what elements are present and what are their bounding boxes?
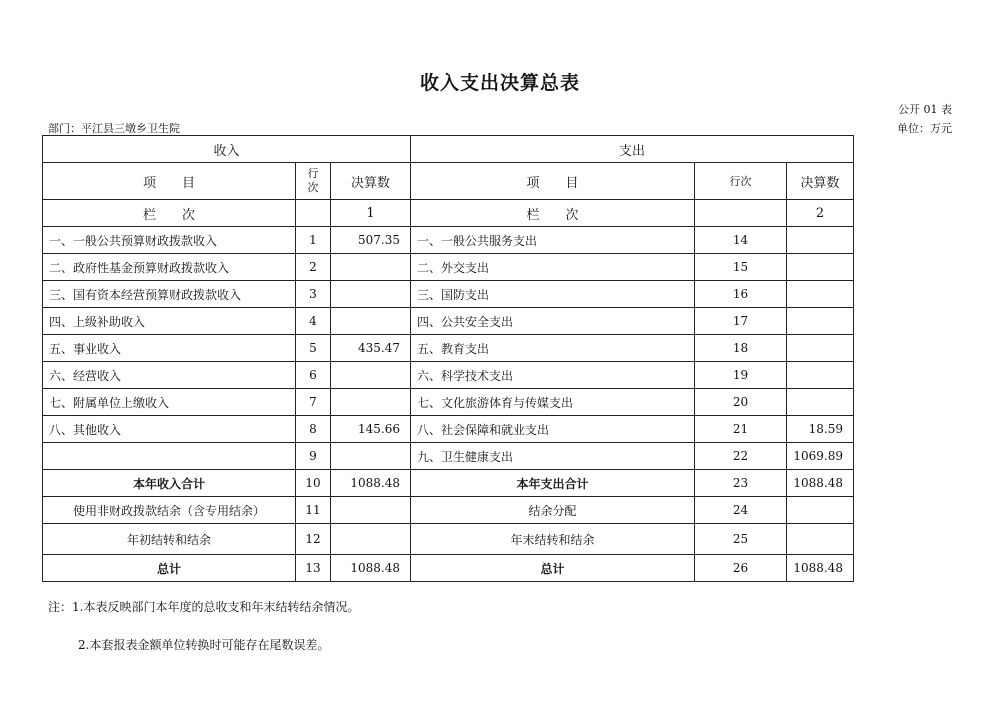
carryover-row [43,524,854,555]
expense-line: 20 [695,389,787,416]
expense-column-label: 栏 次 [411,200,695,227]
expense-line-header: 行次 [695,163,787,200]
income-item: 八、其他收入 [43,416,296,443]
income-item [43,443,296,470]
income-line-header: 行 次 [296,163,331,200]
income-line: 6 [296,362,331,389]
expense-header: 支出 [411,136,854,163]
income-item: 五、事业收入 [43,335,296,362]
income-item: 七、附属单位上缴收入 [43,389,296,416]
distribution-amount [787,497,854,524]
expense-item: 九、卫生健康支出 [411,443,695,470]
department-label: 部门：平江县三墩乡卫生院 [48,122,180,135]
distribution-label: 结余分配 [411,497,695,524]
expense-line: 18 [695,335,787,362]
expense-item: 八、社会保障和就业支出 [411,416,695,443]
table-row [43,281,854,308]
table-row [43,254,854,281]
table-row [43,335,854,362]
income-amount-header: 决算数 [331,163,411,200]
expense-amount [787,362,854,389]
expense-line: 22 [695,443,787,470]
expense-amount [787,308,854,335]
nonfiscal-amount [331,497,411,524]
income-column-line-blank [296,200,331,227]
income-line: 3 [296,281,331,308]
table-header-row-1 [43,136,854,163]
table-row [43,443,854,470]
form-number: 公开 01 表 [898,103,952,116]
income-amount [331,443,411,470]
income-amount [331,281,411,308]
unit-label: 单位：万元 [897,122,952,135]
expense-item: 三、国防支出 [411,281,695,308]
notes [48,598,359,654]
income-line: 5 [296,335,331,362]
expense-line: 17 [695,308,787,335]
expense-item: 七、文化旅游体育与传媒支出 [411,389,695,416]
income-amount [331,362,411,389]
expense-line: 21 [695,416,787,443]
table-row [43,416,854,443]
income-line: 7 [296,389,331,416]
expense-item: 五、教育支出 [411,335,695,362]
expense-item: 二、外交支出 [411,254,695,281]
income-line: 8 [296,416,331,443]
table-row [43,389,854,416]
income-line: 9 [296,443,331,470]
income-amount [331,254,411,281]
expense-item-header: 项 目 [411,163,695,200]
income-grand-total-label: 总计 [43,555,296,582]
income-item: 四、上级补助收入 [43,308,296,335]
end-carryover-line: 25 [695,524,787,555]
year-income-total-line: 10 [296,470,331,497]
column-number-row [43,200,854,227]
table-row [43,227,854,254]
report-title: 收入支出决算总表 [419,72,580,94]
distribution-line: 24 [695,497,787,524]
end-carryover-label: 年末结转和结余 [411,524,695,555]
income-item: 二、政府性基金预算财政拨款收入 [43,254,296,281]
begin-carryover-amount [331,524,411,555]
expense-line: 19 [695,362,787,389]
income-expense-table [42,135,854,582]
expense-grand-total-amount: 1088.48 [787,555,854,582]
income-grand-total-amount: 1088.48 [331,555,411,582]
expense-amount [787,335,854,362]
expense-line: 14 [695,227,787,254]
data-rows [43,227,854,470]
income-column-label: 栏 次 [43,200,296,227]
table-row [43,362,854,389]
begin-carryover-label: 年初结转和结余 [43,524,296,555]
expense-item: 四、公共安全支出 [411,308,695,335]
income-line: 1 [296,227,331,254]
income-grand-total-line: 13 [296,555,331,582]
table-row [43,308,854,335]
income-amount: 507.35 [331,227,411,254]
expense-line: 16 [695,281,787,308]
expense-amount-header: 决算数 [787,163,854,200]
income-column-number: 1 [331,200,411,227]
nonfiscal-line: 11 [296,497,331,524]
income-item: 三、国有资本经营预算财政拨款收入 [43,281,296,308]
expense-amount [787,281,854,308]
note-2: 2.本套报表金额单位转换时可能存在尾数误差。 [78,638,330,652]
year-expense-total-label: 本年支出合计 [411,470,695,497]
expense-amount [787,254,854,281]
income-amount: 145.66 [331,416,411,443]
expense-line: 15 [695,254,787,281]
begin-carryover-line: 12 [296,524,331,555]
income-item-header: 项 目 [43,163,296,200]
income-item: 六、经营收入 [43,362,296,389]
expense-amount: 1069.89 [787,443,854,470]
income-header: 收入 [43,136,411,163]
nonfiscal-label: 使用非财政拨款结余（含专用结余） [43,497,296,524]
table-header-row-2 [43,163,854,200]
expense-item: 六、科学技术支出 [411,362,695,389]
expense-column-line-blank [695,200,787,227]
income-amount [331,308,411,335]
income-line: 2 [296,254,331,281]
expense-item: 一、一般公共服务支出 [411,227,695,254]
grand-total-row [43,555,854,582]
year-total-row [43,470,854,497]
expense-amount: 18.59 [787,416,854,443]
expense-column-number: 2 [787,200,854,227]
expense-amount [787,389,854,416]
note-1: 注：1.本表反映部门本年度的总收支和年末结转结余情况。 [48,600,360,614]
income-amount [331,389,411,416]
expense-amount [787,227,854,254]
nonfiscal-row [43,497,854,524]
end-carryover-amount [787,524,854,555]
year-income-total-amount: 1088.48 [331,470,411,497]
expense-grand-total-label: 总计 [411,555,695,582]
year-expense-total-line: 23 [695,470,787,497]
income-line: 4 [296,308,331,335]
expense-grand-total-line: 26 [695,555,787,582]
income-amount: 435.47 [331,335,411,362]
year-expense-total-amount: 1088.48 [787,470,854,497]
year-income-total-label: 本年收入合计 [43,470,296,497]
income-item: 一、一般公共预算财政拨款收入 [43,227,296,254]
